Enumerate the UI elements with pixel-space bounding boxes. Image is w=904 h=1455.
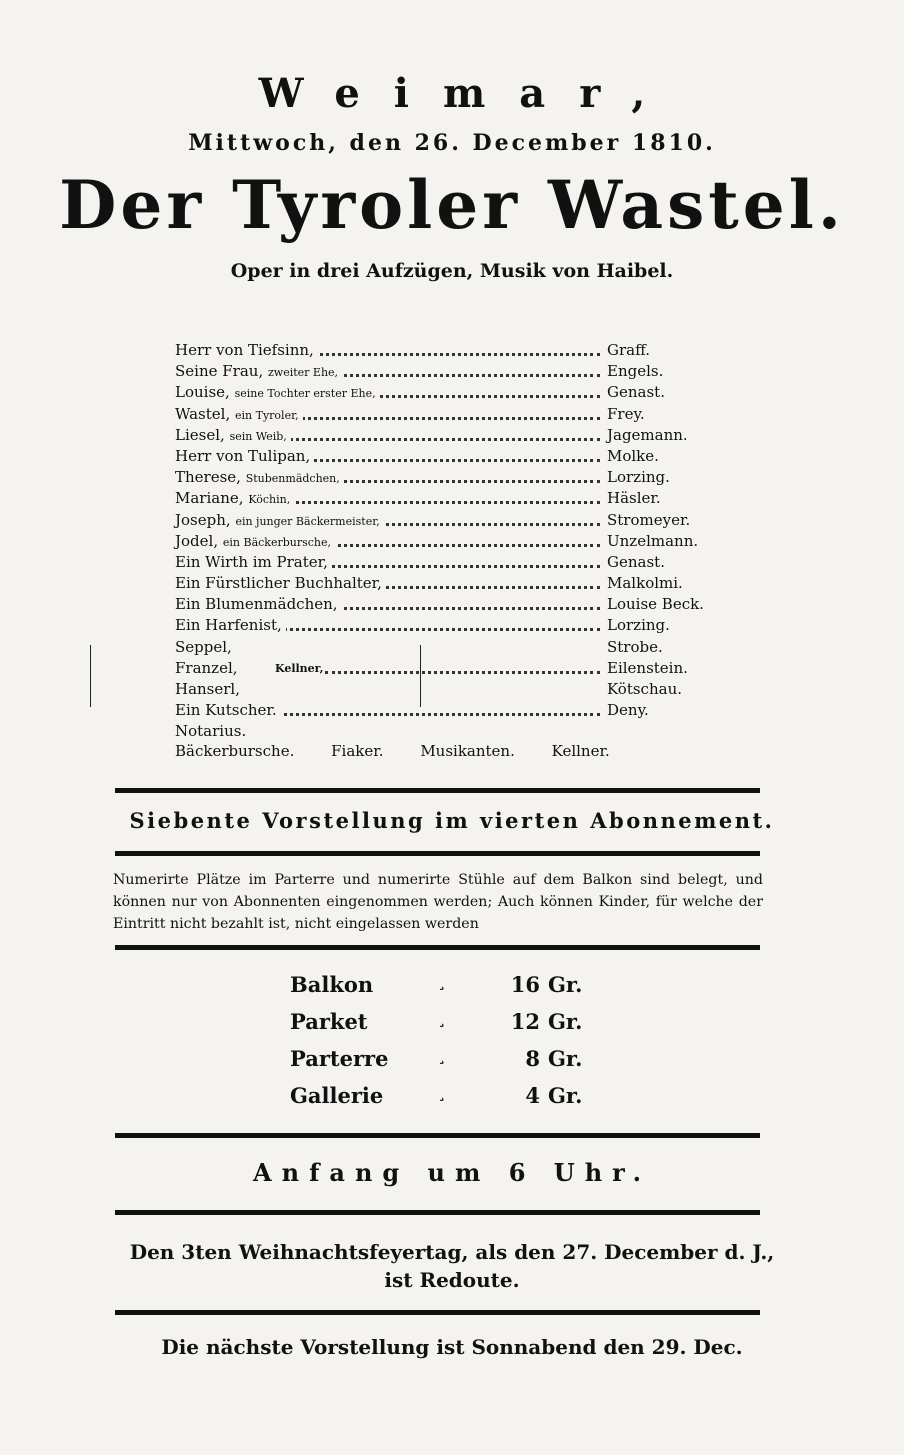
- cast-role: Franzel,: [175, 658, 242, 679]
- cast-row: [175, 361, 735, 382]
- cast-actor: Strobe.: [607, 637, 663, 656]
- price-amount: 16: [510, 972, 540, 997]
- cast-row: [175, 488, 735, 509]
- price-row: [290, 1083, 610, 1120]
- extra-role: Kellner.: [551, 742, 610, 760]
- cast-row: [175, 658, 735, 679]
- price-list: [290, 972, 610, 1120]
- seat-name: Gallerie: [290, 1083, 384, 1108]
- seat-name: Balkon: [290, 972, 374, 997]
- price-row: [290, 1046, 610, 1083]
- cast-role: Liesel, sein Weib,: [175, 425, 291, 447]
- opera-subtitle: Oper in drei Aufzügen, Musik von Haibel.: [230, 260, 674, 282]
- cast-row: [175, 637, 735, 658]
- next-performance: Die nächste Vorstellung ist Sonnabend den 29. Dec.: [161, 1335, 743, 1359]
- cast-actor: Frey.: [607, 404, 645, 423]
- cast-role: Ein Wirth im Prater,: [175, 552, 332, 574]
- cast-role: Ein Blumenmädchen,: [175, 594, 342, 616]
- extra-role: Musikanten.: [420, 742, 515, 760]
- extra-role: Fiaker.: [331, 742, 384, 760]
- divider-rule: [115, 788, 760, 793]
- cast-row: [175, 552, 735, 573]
- price-currency: Gr.: [548, 1046, 583, 1071]
- cast-row: [175, 615, 735, 636]
- start-time: Anfang um 6 Uhr.: [253, 1158, 651, 1187]
- performance-date: Mittwoch, den 26. December 1810.: [188, 130, 716, 156]
- price-currency: Gr.: [548, 972, 583, 997]
- cast-actor: Häsler.: [607, 489, 661, 508]
- city-heading: Weimar,: [258, 70, 680, 117]
- price-currency: Gr.: [548, 1083, 583, 1108]
- seat-name: Parket: [290, 1009, 368, 1034]
- price-separator: ¸: [438, 972, 446, 991]
- cast-actor: Genast.: [607, 383, 665, 402]
- cast-role: Therese, Stubenmädchen,: [175, 467, 344, 489]
- cast-actor: Malkolmi.: [607, 574, 683, 593]
- divider-rule: [115, 1133, 760, 1138]
- cast-actor: Deny.: [607, 701, 649, 720]
- cast-actor: Kötschau.: [607, 680, 682, 698]
- cast-actor: Louise Beck.: [607, 595, 704, 614]
- divider-rule: [115, 1210, 760, 1215]
- cast-actor: Lorzing.: [607, 468, 670, 487]
- cast-actor: Eilenstein.: [607, 658, 688, 677]
- cast-row: [175, 467, 735, 488]
- cast-actor: Jagemann.: [607, 425, 688, 444]
- left-brace: [84, 645, 91, 707]
- price-separator: ¸: [438, 1009, 446, 1028]
- right-brace: [420, 645, 427, 707]
- cast-actor: Genast.: [607, 552, 665, 571]
- redoute-announcement: ist Redoute.: [384, 1268, 520, 1292]
- cast-role: Herr von Tulipan,: [175, 446, 314, 468]
- price-row: [290, 1009, 610, 1046]
- cast-role: Wastel, ein Tyroler,: [175, 404, 303, 426]
- seating-notice: Numerirte Plätze im Parterre und numerirte Stühle auf dem Balkon sind belegt, und können nur von Abonnenten eingenommen werden; Auch können Kinder, für welche der Eintritt nicht bezahlt ist, nicht eingelassen werden: [113, 872, 763, 932]
- divider-rule: [115, 945, 760, 950]
- redoute-announcement: Den 3ten Weihnachtsfeyertag, als den 27. December d. J.,: [129, 1240, 775, 1264]
- cast-role: Ein Fürstlicher Buchhalter,: [175, 573, 386, 595]
- price-amount: 12: [510, 1009, 540, 1034]
- cast-row: [175, 573, 735, 594]
- cast-role: Jodel, ein Bäckerbursche,: [175, 531, 335, 553]
- cast-row: [175, 510, 735, 531]
- cast-row: [175, 721, 735, 742]
- cast-actor: Stromeyer.: [607, 510, 691, 529]
- cast-role: Seppel,: [175, 637, 236, 658]
- cast-role: Seine Frau, zweiter Ehe,: [175, 361, 342, 383]
- price-amount: 4: [525, 1083, 540, 1108]
- cast-row: [175, 382, 735, 403]
- kellner-group-label: Kellner,: [275, 661, 324, 675]
- cast-actor: Graff.: [607, 341, 650, 359]
- subscription-note: Siebente Vorstellung im vierten Abonnement.: [129, 808, 775, 833]
- leader-dots: [325, 671, 600, 674]
- price-currency: Gr.: [548, 1009, 583, 1034]
- cast-role: Herr von Tiefsinn,: [175, 340, 318, 362]
- cast-list: [175, 340, 735, 743]
- extras-line: [175, 742, 642, 760]
- cast-role: Ein Harfenist,: [175, 615, 286, 637]
- seat-name: Parterre: [290, 1046, 389, 1071]
- price-separator: ¸: [438, 1046, 446, 1065]
- cast-row: [175, 700, 735, 721]
- cast-actor: Lorzing.: [607, 616, 670, 635]
- cast-actor: Engels.: [607, 362, 664, 381]
- cast-role: Joseph, ein junger Bäckermeister,: [175, 510, 384, 532]
- cast-role: Mariane, Köchin,: [175, 488, 294, 510]
- cast-row: [175, 340, 735, 361]
- cast-actor: Molke.: [607, 446, 659, 465]
- cast-actor: Unzelmann.: [607, 531, 699, 550]
- cast-role: Ein Kutscher.: [175, 700, 281, 721]
- opera-title: Der Tyroler Wastel.: [59, 166, 845, 244]
- extra-role: Bäckerbursche.: [175, 742, 295, 760]
- cast-row: [175, 425, 735, 446]
- divider-rule: [115, 851, 760, 856]
- price-row: [290, 972, 610, 1009]
- cast-role: Hanserl,: [175, 679, 244, 700]
- cast-row: [175, 531, 735, 552]
- cast-row: [175, 594, 735, 615]
- divider-rule: [115, 1310, 760, 1315]
- price-separator: ¸: [438, 1083, 446, 1102]
- cast-role: Louise, seine Tochter erster Ehe,: [175, 382, 380, 404]
- price-amount: 8: [525, 1046, 540, 1071]
- cast-row: [175, 446, 735, 467]
- cast-row: [175, 679, 735, 700]
- cast-row: [175, 404, 735, 425]
- cast-role: Notarius.: [175, 721, 250, 742]
